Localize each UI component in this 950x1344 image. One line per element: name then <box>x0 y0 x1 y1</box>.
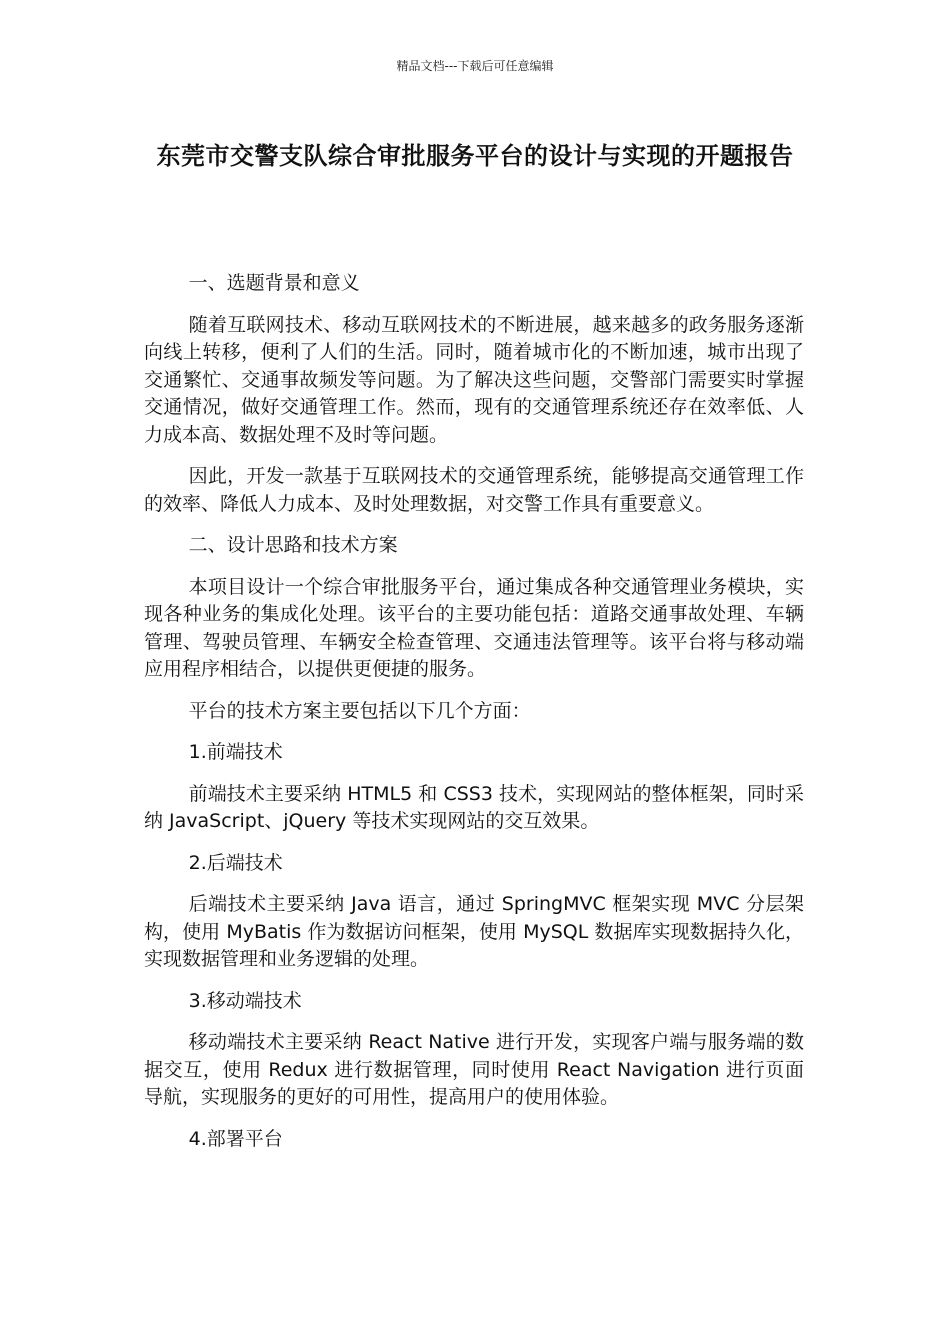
subheading-backend: 2.后端技术 <box>188 851 283 874</box>
section-heading-background: 一、选题背景和意义 <box>188 272 360 294</box>
document-body <box>144 270 804 1167</box>
subheading-mobile: 3.移动端技术 <box>188 989 302 1012</box>
subheading-frontend: 1.前端技术 <box>188 741 283 763</box>
paragraph-mobile: 移动端技术主要采纳 React Native 进行开发，实现客户端与服务端的数据交互，使用 Redux 进行数据管理，同时使用 React Navigation 进行页面导航，实现服务的更好的可用性，提高用户的使用体验。 <box>144 1031 804 1108</box>
paragraph-background: 随着互联网技术、移动互联网技术的不断进展，越来越多的政务服务逐渐向线上转移，便利了人们的生活。同时，随着城市化的不断加速，城市出现了交通繁忙、交通事故频发等问题。为了解决这些问题，交警部门需要实时掌握交通情况，做好交通管理工作。然而，现有的交通管理系统还存在效率低、人力成本高、数据处理不及时等问题。 <box>144 313 804 446</box>
paragraph-backend: 后端技术主要采纳 Java 语言，通过 SpringMVC 框架实现 MVC 分层架构，使用 MyBatis 作为数据访问框架，使用 MySQL 数据库实现数据持久化，实现数据管理和业务逻辑的处理。 <box>144 893 804 970</box>
paragraph-frontend: 前端技术主要采纳 HTML5 和 CSS3 技术，实现网站的整体框架，同时采纳 JavaScript、jQuery 等技术实现网站的交互效果。 <box>144 782 804 832</box>
header-note: 精品文档---下载后可任意编辑 <box>396 59 554 73</box>
document-title: 东莞市交警支队综合审批服务平台的设计与实现的开题报告 <box>156 142 794 170</box>
paragraph-significance: 因此，开发一款基于互联网技术的交通管理系统，能够提高交通管理工作的效率、降低人力成本、及时处理数据，对交警工作具有重要意义。 <box>144 465 804 515</box>
subheading-deployment: 4.部署平台 <box>188 1127 283 1150</box>
section-heading-design: 二、设计思路和技术方案 <box>188 534 398 556</box>
paragraph-tech-intro: 平台的技术方案主要包括以下几个方面： <box>188 699 531 722</box>
paragraph-platform-overview: 本项目设计一个综合审批服务平台，通过集成各种交通管理业务模块，实现各种业务的集成化处理。该平台的主要功能包括：道路交通事故处理、车辆管理、驾驶员管理、车辆安全检查管理、交通违法管理等。该平台将与移动端应用程序相结合，以提供更便捷的服务。 <box>144 575 804 680</box>
